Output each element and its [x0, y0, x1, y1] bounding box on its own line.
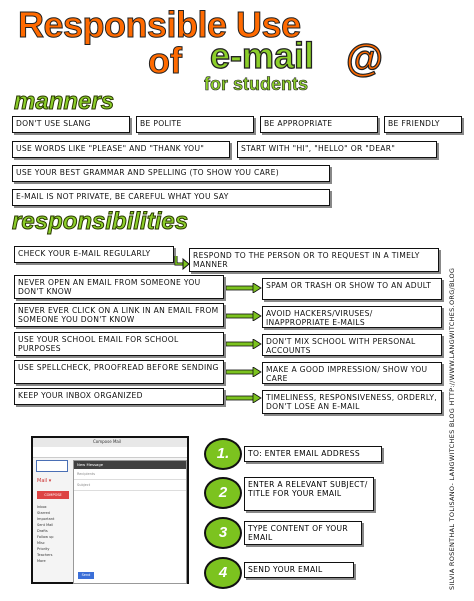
title-of: of	[148, 40, 182, 81]
credit-text: SILVIA ROSENTHAL TOLISANO- LANGWITCHES BLOG HTTP://WWW.LANGWITCHES.ORG/BLOG	[448, 267, 456, 590]
folder-item[interactable]: Teachers	[37, 553, 53, 557]
folder-item[interactable]: Follow up	[37, 535, 54, 539]
step-number: 2	[204, 477, 242, 509]
folder-item[interactable]: Important	[37, 517, 55, 521]
address-bar	[33, 447, 187, 458]
responsibility-reason: RESPOND TO THE PERSON OR TO REQUEST IN A TIMELY MANNER	[189, 248, 439, 272]
manners-item: USE YOUR BEST GRAMMAR AND SPELLING (TO SHOW YOU CARE)	[12, 165, 330, 182]
step-text: SEND YOUR EMAIL	[244, 562, 354, 578]
title-line-1: Responsible Use	[18, 4, 301, 45]
folder-item[interactable]: Priority	[37, 547, 50, 551]
subject-field[interactable]: Subject	[74, 480, 186, 491]
folder-item[interactable]: Inbox	[37, 505, 47, 509]
arrow-icon	[226, 367, 262, 377]
responsibility-action: NEVER OPEN AN EMAIL FROM SOMEONE YOU DON'T KNOW	[14, 275, 224, 299]
manners-item: E-MAIL IS NOT PRIVATE, BE CAREFUL WHAT YOU SAY	[12, 189, 330, 206]
compose-header: New Message	[74, 461, 186, 469]
compose-window	[73, 460, 187, 584]
folder-item[interactable]: More	[37, 559, 46, 563]
responsibility-action: USE YOUR SCHOOL EMAIL FOR SCHOOL PURPOSES	[14, 332, 224, 356]
manners-item: USE WORDS LIKE "PLEASE" AND "THANK YOU"	[12, 141, 230, 158]
manners-item: BE APPROPRIATE	[260, 116, 378, 133]
title-email: e-mail	[210, 35, 315, 76]
step-number: 1.	[204, 438, 242, 470]
step-text: TYPE CONTENT OF YOUR EMAIL	[244, 521, 362, 545]
arrow-icon	[174, 256, 190, 270]
manners-item: DON'T USE SLANG	[12, 116, 130, 133]
school-logo	[36, 460, 68, 472]
step-text: TO: ENTER EMAIL ADDRESS	[244, 446, 382, 462]
responsibility-reason: DON'T MIX SCHOOL WITH PERSONAL ACCOUNTS	[262, 334, 442, 356]
folder-item[interactable]: Drafts	[37, 529, 48, 533]
title-subtitle: for students	[204, 74, 309, 94]
mail-label: Mail ▾	[37, 478, 52, 484]
arrow-icon	[226, 339, 262, 349]
arrow-icon	[226, 311, 262, 321]
at-symbol: @	[346, 38, 384, 80]
folder-item[interactable]: Starred	[37, 511, 50, 515]
body-field[interactable]	[74, 491, 186, 569]
responsibility-reason: TIMELINESS, RESPONSIVENESS, ORDERLY, DON'T LOSE AN E-MAIL	[262, 390, 442, 414]
responsibility-action: USE SPELLCHECK, PROOFREAD BEFORE SENDING	[14, 360, 224, 384]
responsibility-reason: AVOID HACKERS/VIRUSES/ INAPPROPRIATE E-MAILS	[262, 306, 442, 328]
responsibility-action: KEEP YOUR INBOX ORGANIZED	[14, 388, 224, 405]
step-number: 3	[204, 517, 242, 549]
folder-item[interactable]: Misc	[37, 541, 45, 545]
manners-item: BE POLITE	[136, 116, 254, 133]
to-field[interactable]: Recipients	[74, 469, 186, 480]
manners-item: BE FRIENDLY	[384, 116, 462, 133]
send-button[interactable]: Send	[78, 572, 94, 579]
arrow-icon	[226, 393, 262, 403]
responsibility-action: NEVER EVER CLICK ON A LINK IN AN EMAIL FROM SOMEONE YOU DON'T KNOW	[14, 303, 224, 327]
compose-button[interactable]: COMPOSE	[37, 491, 69, 499]
folder-list	[37, 504, 71, 564]
window-title: Compose Mail	[93, 439, 122, 444]
step-number: 4	[204, 557, 242, 589]
responsibility-action: CHECK YOUR E-MAIL REGULARLY	[14, 246, 174, 263]
responsibility-reason: SPAM OR TRASH OR SHOW TO AN ADULT	[262, 278, 442, 300]
folder-item[interactable]: Sent Mail	[37, 523, 54, 527]
step-text: ENTER A RELEVANT SUBJECT/ TITLE FOR YOUR EMAIL	[244, 477, 374, 511]
compose-screenshot	[31, 436, 189, 584]
manners-item: START WITH "HI", "HELLO" OR "DEAR"	[237, 141, 437, 158]
manners-heading: manners	[14, 88, 115, 115]
responsibilities-heading: responsibilities	[12, 208, 189, 235]
responsibility-reason: MAKE A GOOD IMPRESSION/ SHOW YOU CARE	[262, 362, 442, 384]
arrow-icon	[226, 283, 262, 293]
